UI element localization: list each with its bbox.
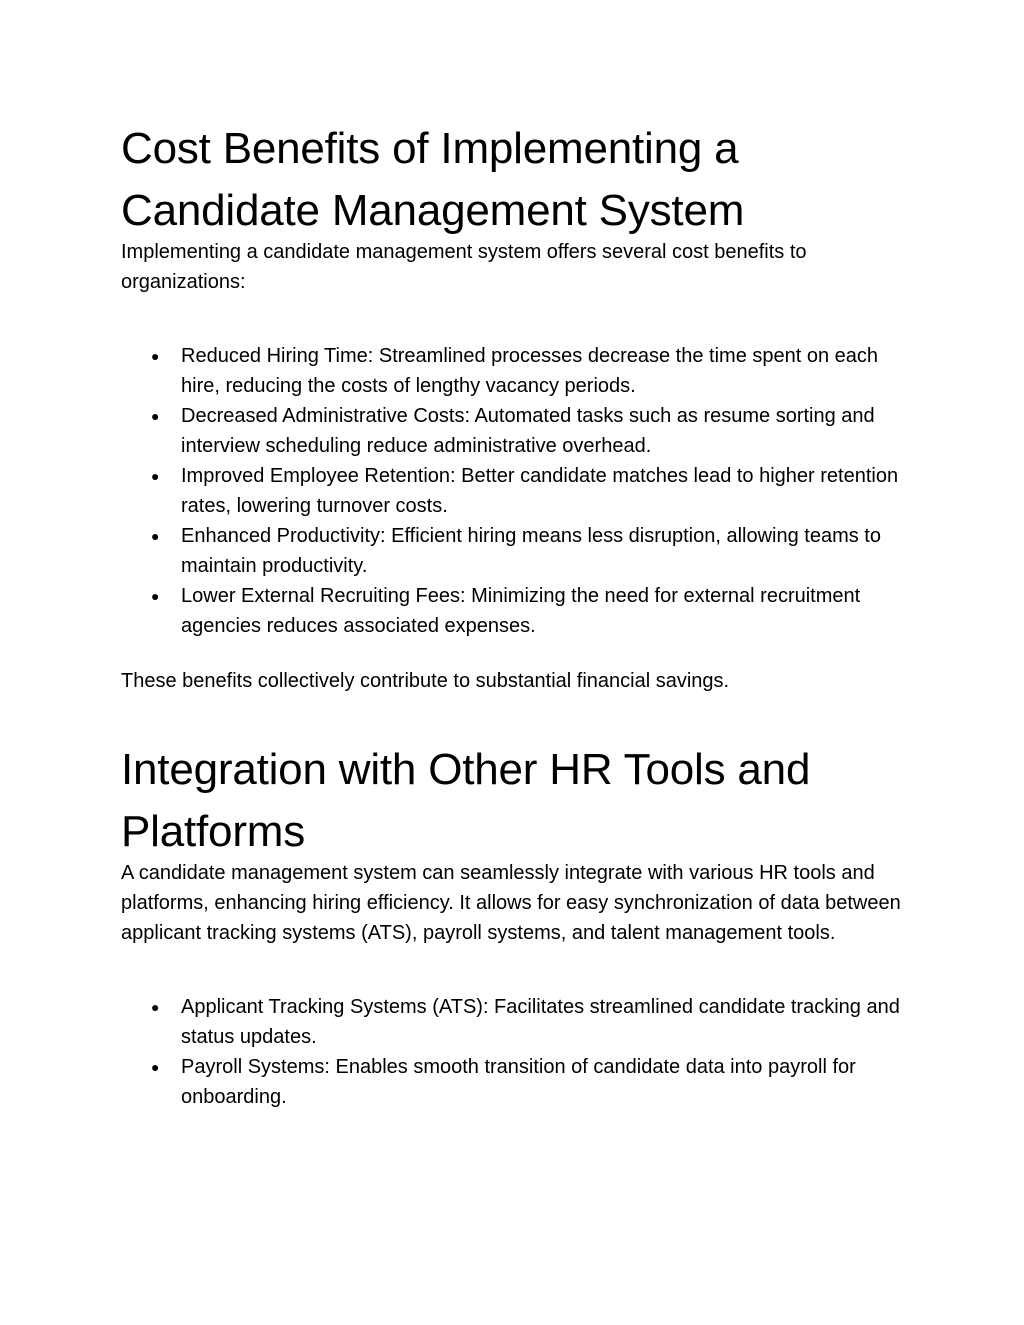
bullet-icon: ●: [151, 1059, 160, 1075]
list-item: [121, 341, 911, 401]
heading-line: Cost Benefits of Implementing a: [121, 124, 739, 173]
bullet-icon: ●: [151, 408, 160, 424]
bullet-icon: ●: [151, 999, 160, 1015]
bullet-icon: ●: [151, 588, 160, 604]
list-item: [121, 401, 911, 461]
list-item-text: Decreased Administrative Costs: Automated tasks such as resume sorting and interview scheduling reduce administrative overhead.: [181, 405, 875, 457]
section-intro-paragraph: A candidate management system can seamlessly integrate with various HR tools and platforms, enhancing hiring efficiency. It allows for easy synchronization of data between applicant tracking systems (ATS), payroll systems, and talent management tools.: [121, 862, 901, 944]
list-item: [121, 581, 911, 641]
heading-line: Integration with Other HR Tools and: [121, 745, 811, 794]
list-item: [121, 461, 911, 521]
bullet-icon: ●: [151, 528, 160, 544]
bullet-icon: ●: [151, 348, 160, 364]
cost-benefits-list: [121, 341, 911, 641]
list-item-text: Lower External Recruiting Fees: Minimizing the need for external recruitment agencies reduces associated expenses.: [181, 585, 861, 637]
list-item: [121, 1052, 911, 1112]
section-intro-paragraph: Implementing a candidate management system offers several cost benefits to organizations:: [121, 241, 807, 293]
list-item-text: Reduced Hiring Time: Streamlined processes decrease the time spent on each hire, reducing the costs of lengthy vacancy periods.: [181, 345, 879, 397]
list-item: [121, 521, 911, 581]
heading-line: Candidate Management System: [121, 186, 745, 235]
integration-list: [121, 992, 911, 1112]
list-item-text: Payroll Systems: Enables smooth transition of candidate data into payroll for onboarding.: [181, 1056, 856, 1108]
list-item-text: Improved Employee Retention: Better candidate matches lead to higher retention rates, lowering turnover costs.: [181, 465, 899, 517]
list-item-text: Enhanced Productivity: Efficient hiring means less disruption, allowing teams to maintain productivity.: [181, 525, 881, 577]
list-item: [121, 992, 911, 1052]
document-page: [121, 118, 911, 1112]
section-heading-integration: [121, 739, 911, 863]
section-closing-paragraph: These benefits collectively contribute to substantial financial savings.: [121, 670, 730, 692]
bullet-icon: ●: [151, 468, 160, 484]
section-heading-cost-benefits: [121, 118, 911, 242]
list-item-text: Applicant Tracking Systems (ATS): Facilitates streamlined candidate tracking and status updates.: [181, 996, 900, 1048]
heading-line: Platforms: [121, 807, 306, 856]
